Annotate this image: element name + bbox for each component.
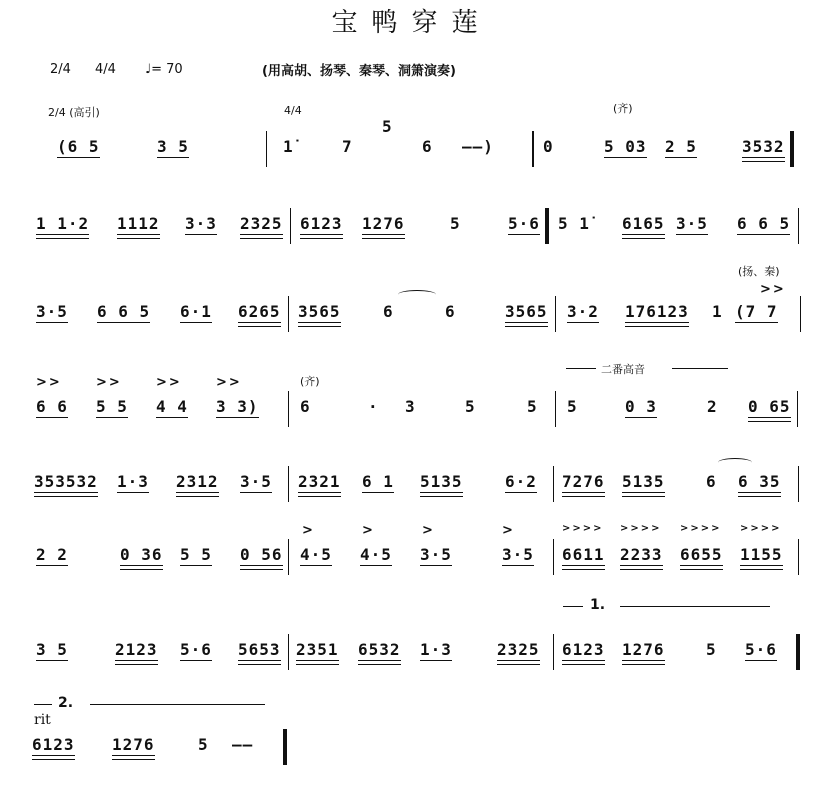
unison-marking: (齐) bbox=[613, 102, 633, 115]
tie-slur bbox=[718, 458, 752, 467]
score-row-3 bbox=[0, 282, 823, 362]
note-group: 3532 bbox=[742, 137, 785, 156]
grace-note: 5 bbox=[382, 117, 393, 136]
note-group: 2312 bbox=[176, 472, 219, 491]
note-group: ——) bbox=[462, 137, 494, 156]
section-bracket-left bbox=[566, 368, 596, 369]
unison-marking: (齐) bbox=[300, 375, 320, 388]
bar-line bbox=[288, 391, 289, 427]
accent-marks: >> bbox=[156, 375, 182, 390]
note-group: 2325 bbox=[240, 214, 283, 233]
note-group: 2351 bbox=[296, 640, 339, 659]
accent-marks: >>>> bbox=[680, 523, 722, 534]
note-group: 6 bbox=[706, 472, 717, 491]
note-group: 2321 bbox=[298, 472, 341, 491]
note-group: 4·5 bbox=[360, 545, 392, 564]
note-group: 3·3 bbox=[185, 214, 217, 233]
note-group: 5653 bbox=[238, 640, 281, 659]
note-group: 6 6 5 bbox=[97, 302, 151, 321]
ritardando-marking: rit bbox=[34, 712, 51, 728]
bar-line bbox=[798, 466, 799, 502]
note-group: 5 5 bbox=[96, 397, 128, 416]
instrumentation-note: (用高胡、扬琴、秦琴、洞箫演奏) bbox=[262, 64, 456, 79]
bar-line bbox=[790, 131, 794, 167]
score-row-1 bbox=[0, 117, 823, 197]
bar-line bbox=[266, 131, 267, 167]
page-title: 宝鸭穿莲 bbox=[331, 8, 492, 38]
note-group: 2 5 bbox=[665, 137, 697, 156]
intro-marking: 2/4 (高引) bbox=[48, 106, 100, 119]
note-group: 5135 bbox=[622, 472, 665, 491]
note-group: 0 36 bbox=[120, 545, 163, 564]
note-group: 6 6 bbox=[36, 397, 68, 416]
note-group: 2 2 bbox=[36, 545, 68, 564]
note-group: 0 bbox=[543, 137, 554, 156]
accent-mark: > bbox=[422, 523, 435, 538]
note-group: 6123 bbox=[300, 214, 343, 233]
note-group: 1112 bbox=[117, 214, 160, 233]
note-group: 1·3 bbox=[117, 472, 149, 491]
bar-line bbox=[288, 466, 289, 502]
note-group: 6 35 bbox=[738, 472, 781, 491]
note-group: 5 bbox=[706, 640, 717, 659]
note-group: 6165 bbox=[622, 214, 665, 233]
note-group: 6·2 bbox=[505, 472, 537, 491]
accent-marks: >> bbox=[36, 375, 62, 390]
score-row-6 bbox=[0, 523, 823, 605]
final-bar-line bbox=[283, 729, 287, 765]
note-group: 5 bbox=[450, 214, 461, 233]
note-group: 3·5 bbox=[240, 472, 272, 491]
note-group: 6 bbox=[300, 397, 311, 416]
bar-line bbox=[798, 208, 799, 244]
note-group: (7 7 bbox=[735, 302, 778, 321]
second-high-marking: 二番高音 bbox=[601, 363, 645, 376]
note-group: 1276 bbox=[362, 214, 405, 233]
volta-bracket-line bbox=[90, 704, 265, 705]
note-group: 1276 bbox=[112, 735, 155, 754]
note-group: 3 5 bbox=[157, 137, 189, 156]
time-change-marking: 4/4 bbox=[284, 104, 302, 117]
bar-line bbox=[555, 296, 556, 332]
note-group: 3·5 bbox=[420, 545, 452, 564]
score-row-4 bbox=[0, 375, 823, 457]
note-group: 5 bbox=[198, 735, 209, 754]
note-group: 5·6 bbox=[180, 640, 212, 659]
note-group: 7 bbox=[342, 137, 353, 156]
note-group: 1·3 bbox=[420, 640, 452, 659]
bar-line bbox=[553, 466, 554, 502]
score-row-7 bbox=[0, 640, 823, 700]
note-group: 0 3 bbox=[625, 397, 657, 416]
bar-line bbox=[797, 391, 798, 427]
note-group: 6655 bbox=[680, 545, 723, 564]
note-group: 5 1̇ bbox=[558, 214, 590, 233]
note-group: 3·5 bbox=[502, 545, 534, 564]
note-group: 0 56 bbox=[240, 545, 283, 564]
note-group: 6 bbox=[383, 302, 394, 321]
note-group: 5 bbox=[465, 397, 476, 416]
note-group: 176123 bbox=[625, 302, 689, 321]
time-signature-first: 2/4 bbox=[50, 62, 71, 77]
section-bracket-right bbox=[672, 368, 728, 369]
accent-mark: > bbox=[362, 523, 375, 538]
note-group: 6 bbox=[422, 137, 433, 156]
accent-marks: >>>> bbox=[562, 523, 604, 534]
bar-line bbox=[798, 539, 799, 575]
score-row-2 bbox=[0, 214, 823, 274]
accent-marks: >>>> bbox=[740, 523, 782, 534]
bar-line bbox=[290, 208, 291, 244]
note-group: 5 5 bbox=[180, 545, 212, 564]
bar-line bbox=[800, 296, 801, 332]
note-group: 2123 bbox=[115, 640, 158, 659]
note-group: 5 bbox=[527, 397, 538, 416]
note-group: 6532 bbox=[358, 640, 401, 659]
volta-bracket bbox=[34, 704, 52, 705]
tempo-marking: ♩= 70 bbox=[145, 62, 183, 77]
accent-marks: >> bbox=[96, 375, 122, 390]
tie-slur bbox=[398, 290, 436, 299]
note-group: 6123 bbox=[32, 735, 75, 754]
score-row-8 bbox=[0, 735, 823, 795]
bar-line bbox=[288, 539, 289, 575]
note-group: 5 03 bbox=[604, 137, 647, 156]
note-group: 6 bbox=[445, 302, 456, 321]
note-group: 6611 bbox=[562, 545, 605, 564]
accent-mark: > bbox=[302, 523, 315, 538]
instrument-marking: (扬、秦) bbox=[738, 265, 780, 278]
note-group: 2233 bbox=[620, 545, 663, 564]
note-group: 5135 bbox=[420, 472, 463, 491]
note-group: 1 1·2 bbox=[36, 214, 90, 233]
accent-mark: > bbox=[502, 523, 515, 538]
note-group: 6·1 bbox=[180, 302, 212, 321]
first-ending-marking: 1. bbox=[590, 597, 606, 613]
accent-marks: >> bbox=[760, 282, 786, 297]
note-group: 5·6 bbox=[745, 640, 777, 659]
note-group: 1̇ bbox=[283, 137, 294, 156]
second-ending-marking: 2. bbox=[58, 695, 74, 711]
bar-line bbox=[553, 634, 554, 670]
bar-line bbox=[532, 131, 534, 167]
bar-line bbox=[288, 296, 289, 332]
time-signature-second: 4/4 bbox=[95, 62, 116, 77]
note-group: 6 1 bbox=[362, 472, 394, 491]
note-group: 3·5 bbox=[36, 302, 68, 321]
note-group: 5 bbox=[567, 397, 578, 416]
note-group: 6 6 5 bbox=[737, 214, 791, 233]
note-group: 3 3) bbox=[216, 397, 259, 416]
note-group: 3565 bbox=[298, 302, 341, 321]
repeat-bar-line bbox=[545, 208, 549, 244]
note-group: 3·2 bbox=[567, 302, 599, 321]
bar-line bbox=[555, 391, 556, 427]
note-group: 3565 bbox=[505, 302, 548, 321]
note-group: 6265 bbox=[238, 302, 281, 321]
note-group: 3 bbox=[405, 397, 416, 416]
note-group: 2 bbox=[707, 397, 718, 416]
note-group: 1 bbox=[712, 302, 723, 321]
note-group: 4·5 bbox=[300, 545, 332, 564]
accent-marks: >>>> bbox=[620, 523, 662, 534]
volta-bracket-line bbox=[620, 606, 770, 607]
volta-bracket bbox=[563, 606, 583, 607]
note-group: · bbox=[368, 397, 379, 416]
note-group: 0 65 bbox=[748, 397, 791, 416]
note-group: 2325 bbox=[497, 640, 540, 659]
note-group: 5·6 bbox=[508, 214, 540, 233]
bar-line bbox=[553, 539, 554, 575]
note-group: 3·5 bbox=[676, 214, 708, 233]
note-group: 4 4 bbox=[156, 397, 188, 416]
note-group: 6123 bbox=[562, 640, 605, 659]
note-group: 1276 bbox=[622, 640, 665, 659]
accent-marks: >> bbox=[216, 375, 242, 390]
bar-line bbox=[288, 634, 289, 670]
note-group: 7276 bbox=[562, 472, 605, 491]
note-group: 1155 bbox=[740, 545, 783, 564]
note-group: 353532 bbox=[34, 472, 98, 491]
note-group: (6 5 bbox=[57, 137, 100, 156]
repeat-end-bar-line bbox=[796, 634, 800, 670]
note-group: —— bbox=[232, 735, 254, 754]
note-group: 3 5 bbox=[36, 640, 68, 659]
